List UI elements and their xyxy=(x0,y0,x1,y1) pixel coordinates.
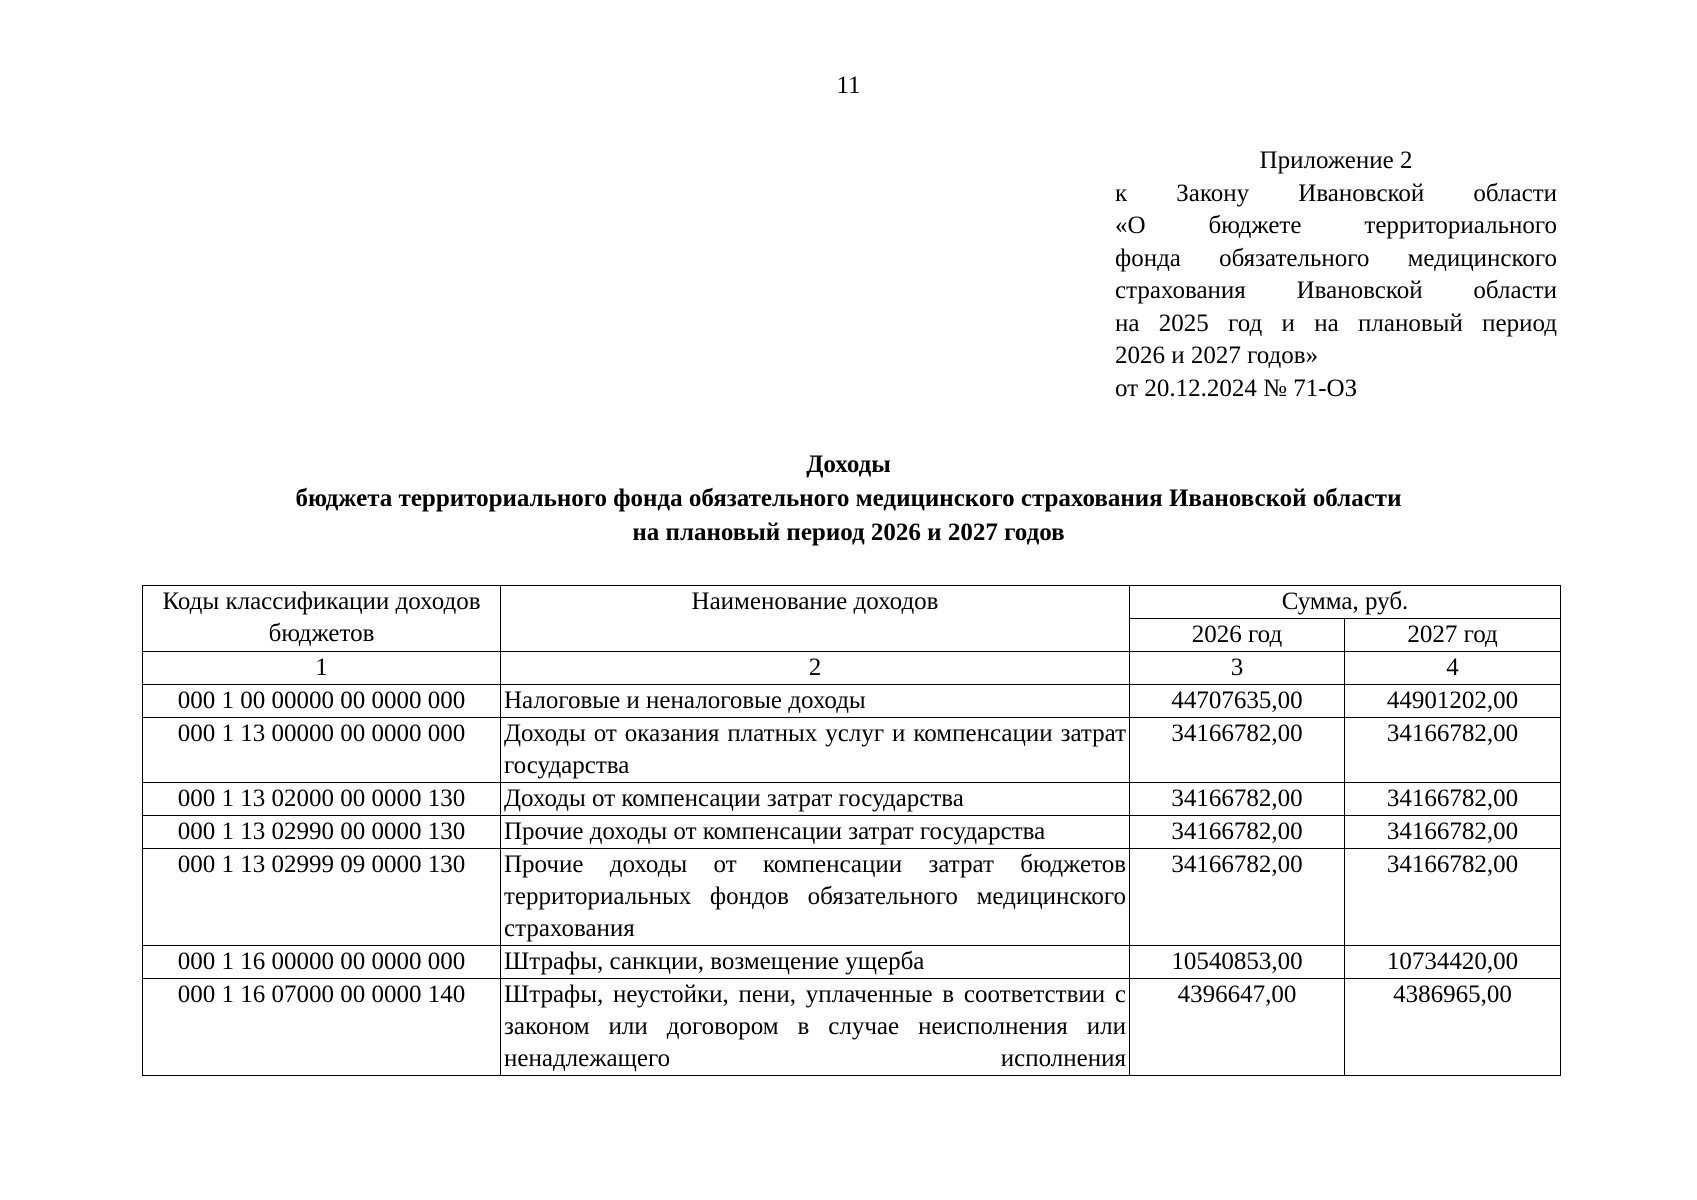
income-code: 000 1 13 00000 00 0000 000 xyxy=(143,718,501,783)
appendix-line: «О бюджете территориального xyxy=(1115,212,1557,239)
column-number: 4 xyxy=(1345,652,1561,685)
title-line: Доходы xyxy=(806,451,891,478)
amount-2027: 44901202,00 xyxy=(1345,685,1561,718)
appendix-line: фонда обязательного медицинского xyxy=(1115,244,1557,272)
income-code: 000 1 16 00000 00 0000 000 xyxy=(143,946,501,979)
header-name: Наименование доходов xyxy=(501,586,1130,652)
income-code: 000 1 00 00000 00 0000 000 xyxy=(143,685,501,718)
amount-2027: 34166782,00 xyxy=(1345,849,1561,946)
amount-2027: 34166782,00 xyxy=(1345,783,1561,816)
appendix-date: от 20.12.2024 № 71-ОЗ xyxy=(1115,374,1358,402)
column-number: 2 xyxy=(501,652,1130,685)
income-code: 000 1 13 02000 00 0000 130 xyxy=(143,783,501,816)
header-code: Коды классификации доходов бюджетов xyxy=(143,586,501,652)
table-row xyxy=(143,685,1561,718)
column-number: 3 xyxy=(1130,652,1345,685)
appendix-line: на 2025 год и на плановый период xyxy=(1115,309,1557,337)
income-code: 000 1 13 02990 00 0000 130 xyxy=(143,816,501,849)
appendix-line: 2026 и 2027 годов» xyxy=(1115,342,1319,369)
income-name: Прочие доходы от компенсации затрат бюджетов территориальных фондов обязательного медицинского страхования xyxy=(501,849,1130,946)
column-number-row xyxy=(143,652,1561,685)
page-number: 11 xyxy=(836,72,861,99)
title-line: на плановый период 2026 и 2027 годов xyxy=(632,519,1065,546)
table-row xyxy=(143,816,1561,849)
income-code: 000 1 13 02999 09 0000 130 xyxy=(143,849,501,946)
income-code: 000 1 16 07000 00 0000 140 xyxy=(143,979,501,1076)
income-name: Штрафы, неустойки, пени, уплаченные в соответствии с законом или договором в случае неисполнения или ненадлежащего исполнения xyxy=(501,979,1130,1076)
table-row xyxy=(143,718,1561,783)
title-line: бюджета территориального фонда обязательного медицинского страхования Ивановской области xyxy=(295,485,1402,512)
table-row xyxy=(143,849,1561,946)
header-year-2027: 2027 год xyxy=(1345,619,1561,652)
appendix-block xyxy=(1115,145,1557,405)
appendix-title: Приложение 2 xyxy=(1259,147,1413,174)
income-name: Прочие доходы от компенсации затрат государства xyxy=(501,816,1130,849)
appendix-line: к Закону Ивановской области xyxy=(1115,179,1557,207)
income-name: Доходы от компенсации затрат государства xyxy=(501,783,1130,816)
income-table xyxy=(142,585,1561,1076)
amount-2027: 4386965,00 xyxy=(1345,979,1561,1076)
table-header-row xyxy=(143,586,1561,619)
table-row xyxy=(143,783,1561,816)
amount-2027: 34166782,00 xyxy=(1345,718,1561,783)
income-name: Налоговые и неналоговые доходы xyxy=(501,685,1130,718)
column-number: 1 xyxy=(143,652,501,685)
amount-2026: 4396647,00 xyxy=(1130,979,1345,1076)
amount-2027: 10734420,00 xyxy=(1345,946,1561,979)
income-name: Доходы от оказания платных услуг и компенсации затрат государства xyxy=(501,718,1130,783)
amount-2026: 10540853,00 xyxy=(1130,946,1345,979)
amount-2026: 34166782,00 xyxy=(1130,816,1345,849)
amount-2026: 34166782,00 xyxy=(1130,783,1345,816)
table-row xyxy=(143,979,1561,1076)
table-row xyxy=(143,946,1561,979)
amount-2026: 34166782,00 xyxy=(1130,718,1345,783)
appendix-line: страхования Ивановской области xyxy=(1115,277,1557,304)
header-year-2026: 2026 год xyxy=(1130,619,1345,652)
amount-2027: 34166782,00 xyxy=(1345,816,1561,849)
income-name: Штрафы, санкции, возмещение ущерба xyxy=(501,946,1130,979)
document-title xyxy=(0,448,1697,550)
amount-2026: 44707635,00 xyxy=(1130,685,1345,718)
amount-2026: 34166782,00 xyxy=(1130,849,1345,946)
header-sum: Сумма, руб. xyxy=(1130,586,1561,619)
